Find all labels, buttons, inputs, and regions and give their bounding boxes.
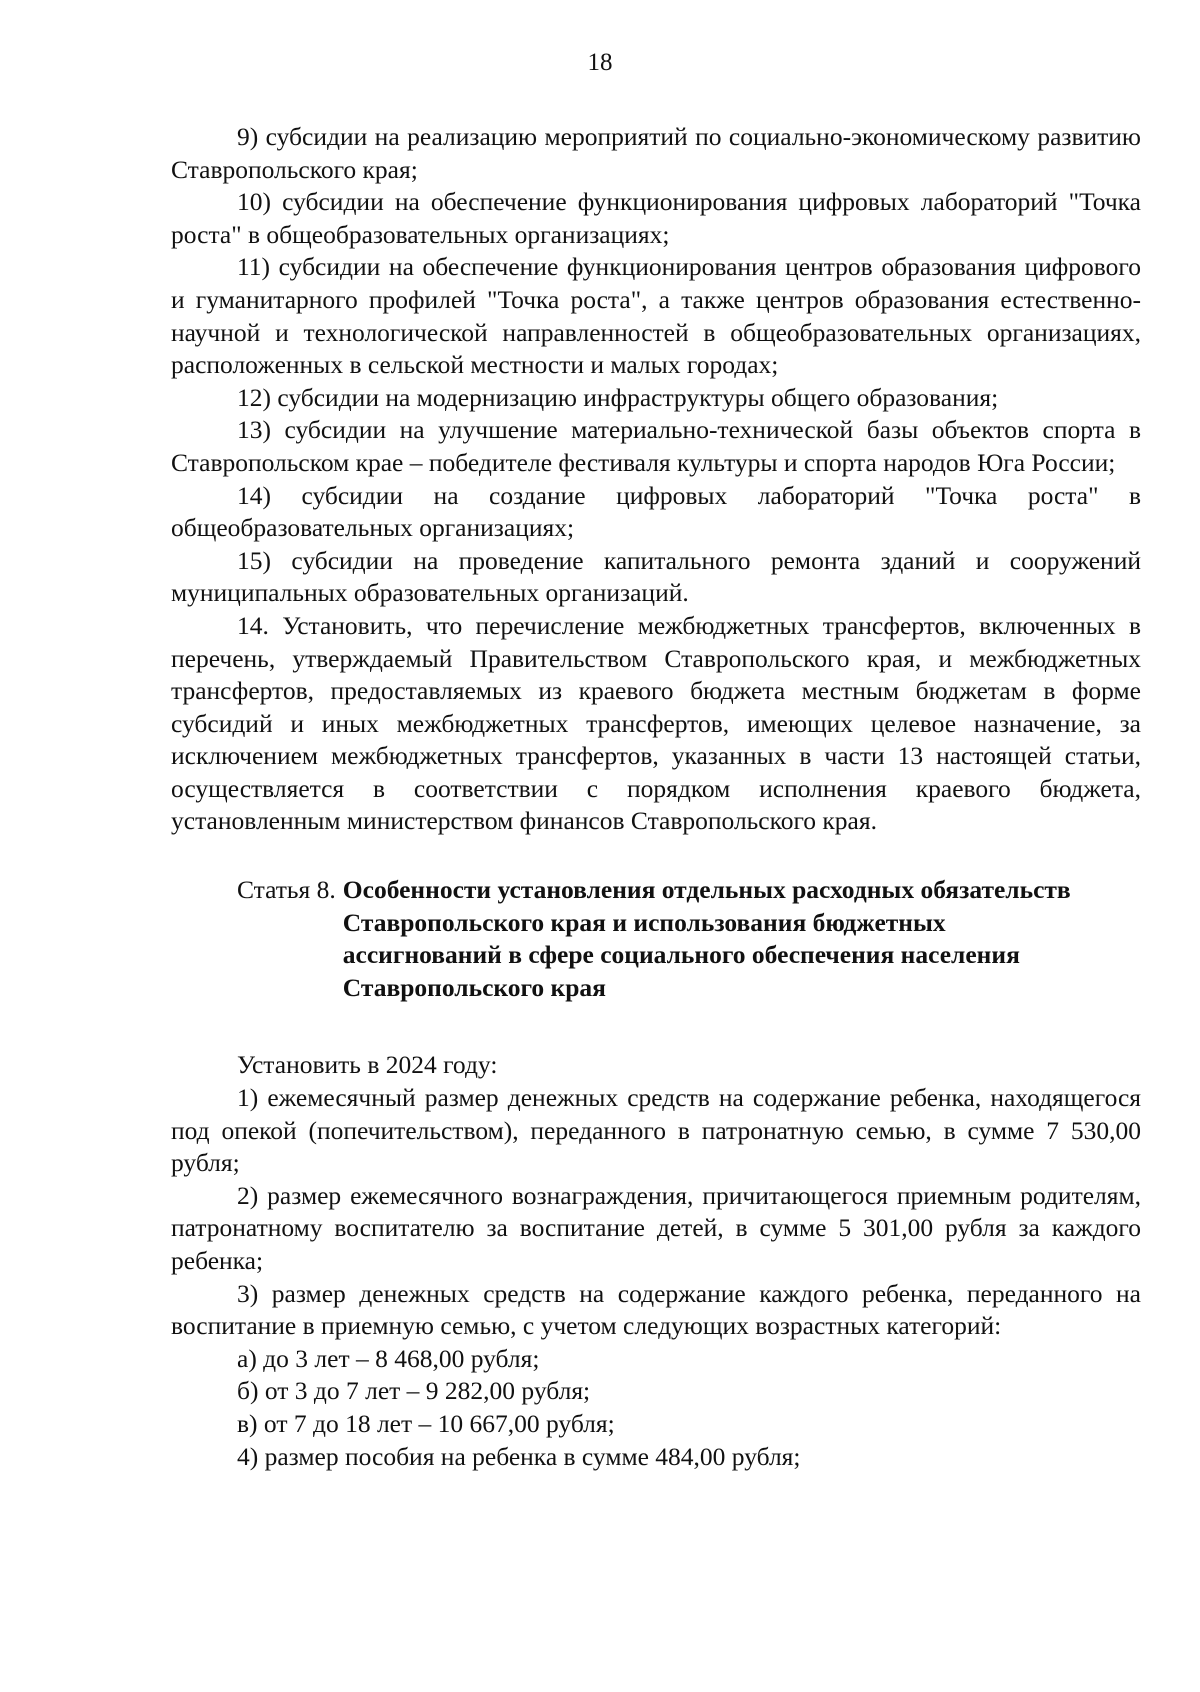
- page-number: 18: [587, 49, 613, 76]
- paragraph-subpoint-c: в) от 7 до 18 лет – 10 667,00 рубля;: [237, 1408, 615, 1438]
- paragraph-point-4: 4) размер пособия на ребенка в сумме 484,00 рубля;: [237, 1441, 801, 1471]
- paragraph-item-15: 15) субсидии на проведение капитального ремонта зданий и сооружений муниципальных образовательных организаций.: [171, 545, 1141, 608]
- paragraph-point-1: 1) ежемесячный размер денежных средств на содержание ребенка, находящегося под опекой (попечительством), переданного в патронатную семью, в сумме 7 530,00 рубля;: [171, 1083, 1141, 1178]
- paragraph-item-12: 12) субсидии на модернизацию инфраструктуры общего образования;: [237, 382, 999, 412]
- document-body: [171, 121, 1141, 1473]
- paragraph-item-14: 14) субсидии на создание цифровых лабораторий "Точка роста" в общеобразовательных организациях;: [171, 480, 1141, 543]
- paragraph-intro: Установить в 2024 году:: [237, 1050, 498, 1080]
- article-heading: [171, 874, 1141, 1004]
- spacer: [171, 1004, 1141, 1049]
- article-label: Статья 8.: [237, 875, 336, 905]
- article-title: Особенности установления отдельных расходных обязательств Ставропольского края и использования бюджетных ассигнований в сфере социального обеспечения населения Ставропольского края: [342, 875, 1071, 1002]
- paragraph-item-11: 11) субсидии на обеспечение функционирования центров образования цифрового и гуманитарного профилей "Точка роста", а также центров образования естественно-научной и технологической направленностей в общеобразовательных организациях, расположенных в сельской местности и малых городах;: [171, 252, 1141, 380]
- paragraph-subpoint-b: б) от 3 до 7 лет – 9 282,00 рубля;: [237, 1376, 591, 1406]
- paragraph-item-10: 10) субсидии на обеспечение функционирования цифровых лабораторий "Точка роста" в общеобразовательных организациях;: [171, 187, 1141, 249]
- paragraph-point-3: 3) размер денежных средств на содержание каждого ребенка, переданного на воспитание в приемную семью, с учетом следующих возрастных категорий:: [171, 1278, 1141, 1341]
- paragraph-part-14: 14. Установить, что перечисление межбюджетных трансфертов, включенных в перечень, утверждаемый Правительством Ставропольского края, и межбюджетных трансфертов, предоставляемых из краевого бюджета местным бюджетам в форме субсидий и иных межбюджетных трансфертов, имеющих целевое назначение, за исключением межбюджетных трансфертов, указанных в части 13 настоящей статьи, осуществляется в соответствии с порядком исполнения краевого бюджета, установленным министерством финансов Ставропольского края.: [171, 610, 1141, 836]
- paragraph-item-9: 9) субсидии на реализацию мероприятий по социально-экономическому развитию Ставропольского края;: [171, 122, 1141, 184]
- paragraph-point-2: 2) размер ежемесячного вознаграждения, причитающегося приемным родителям, патронатному воспитателю за воспитание детей, в сумме 5 301,00 рубля за каждого ребенка;: [171, 1180, 1141, 1275]
- paragraph-item-13: 13) субсидии на улучшение материально-технической базы объектов спорта в Ставропольском крае – победителе фестиваля культуры и спорта народов Юга России;: [171, 415, 1141, 477]
- paragraph-subpoint-a: а) до 3 лет – 8 468,00 рубля;: [237, 1343, 540, 1373]
